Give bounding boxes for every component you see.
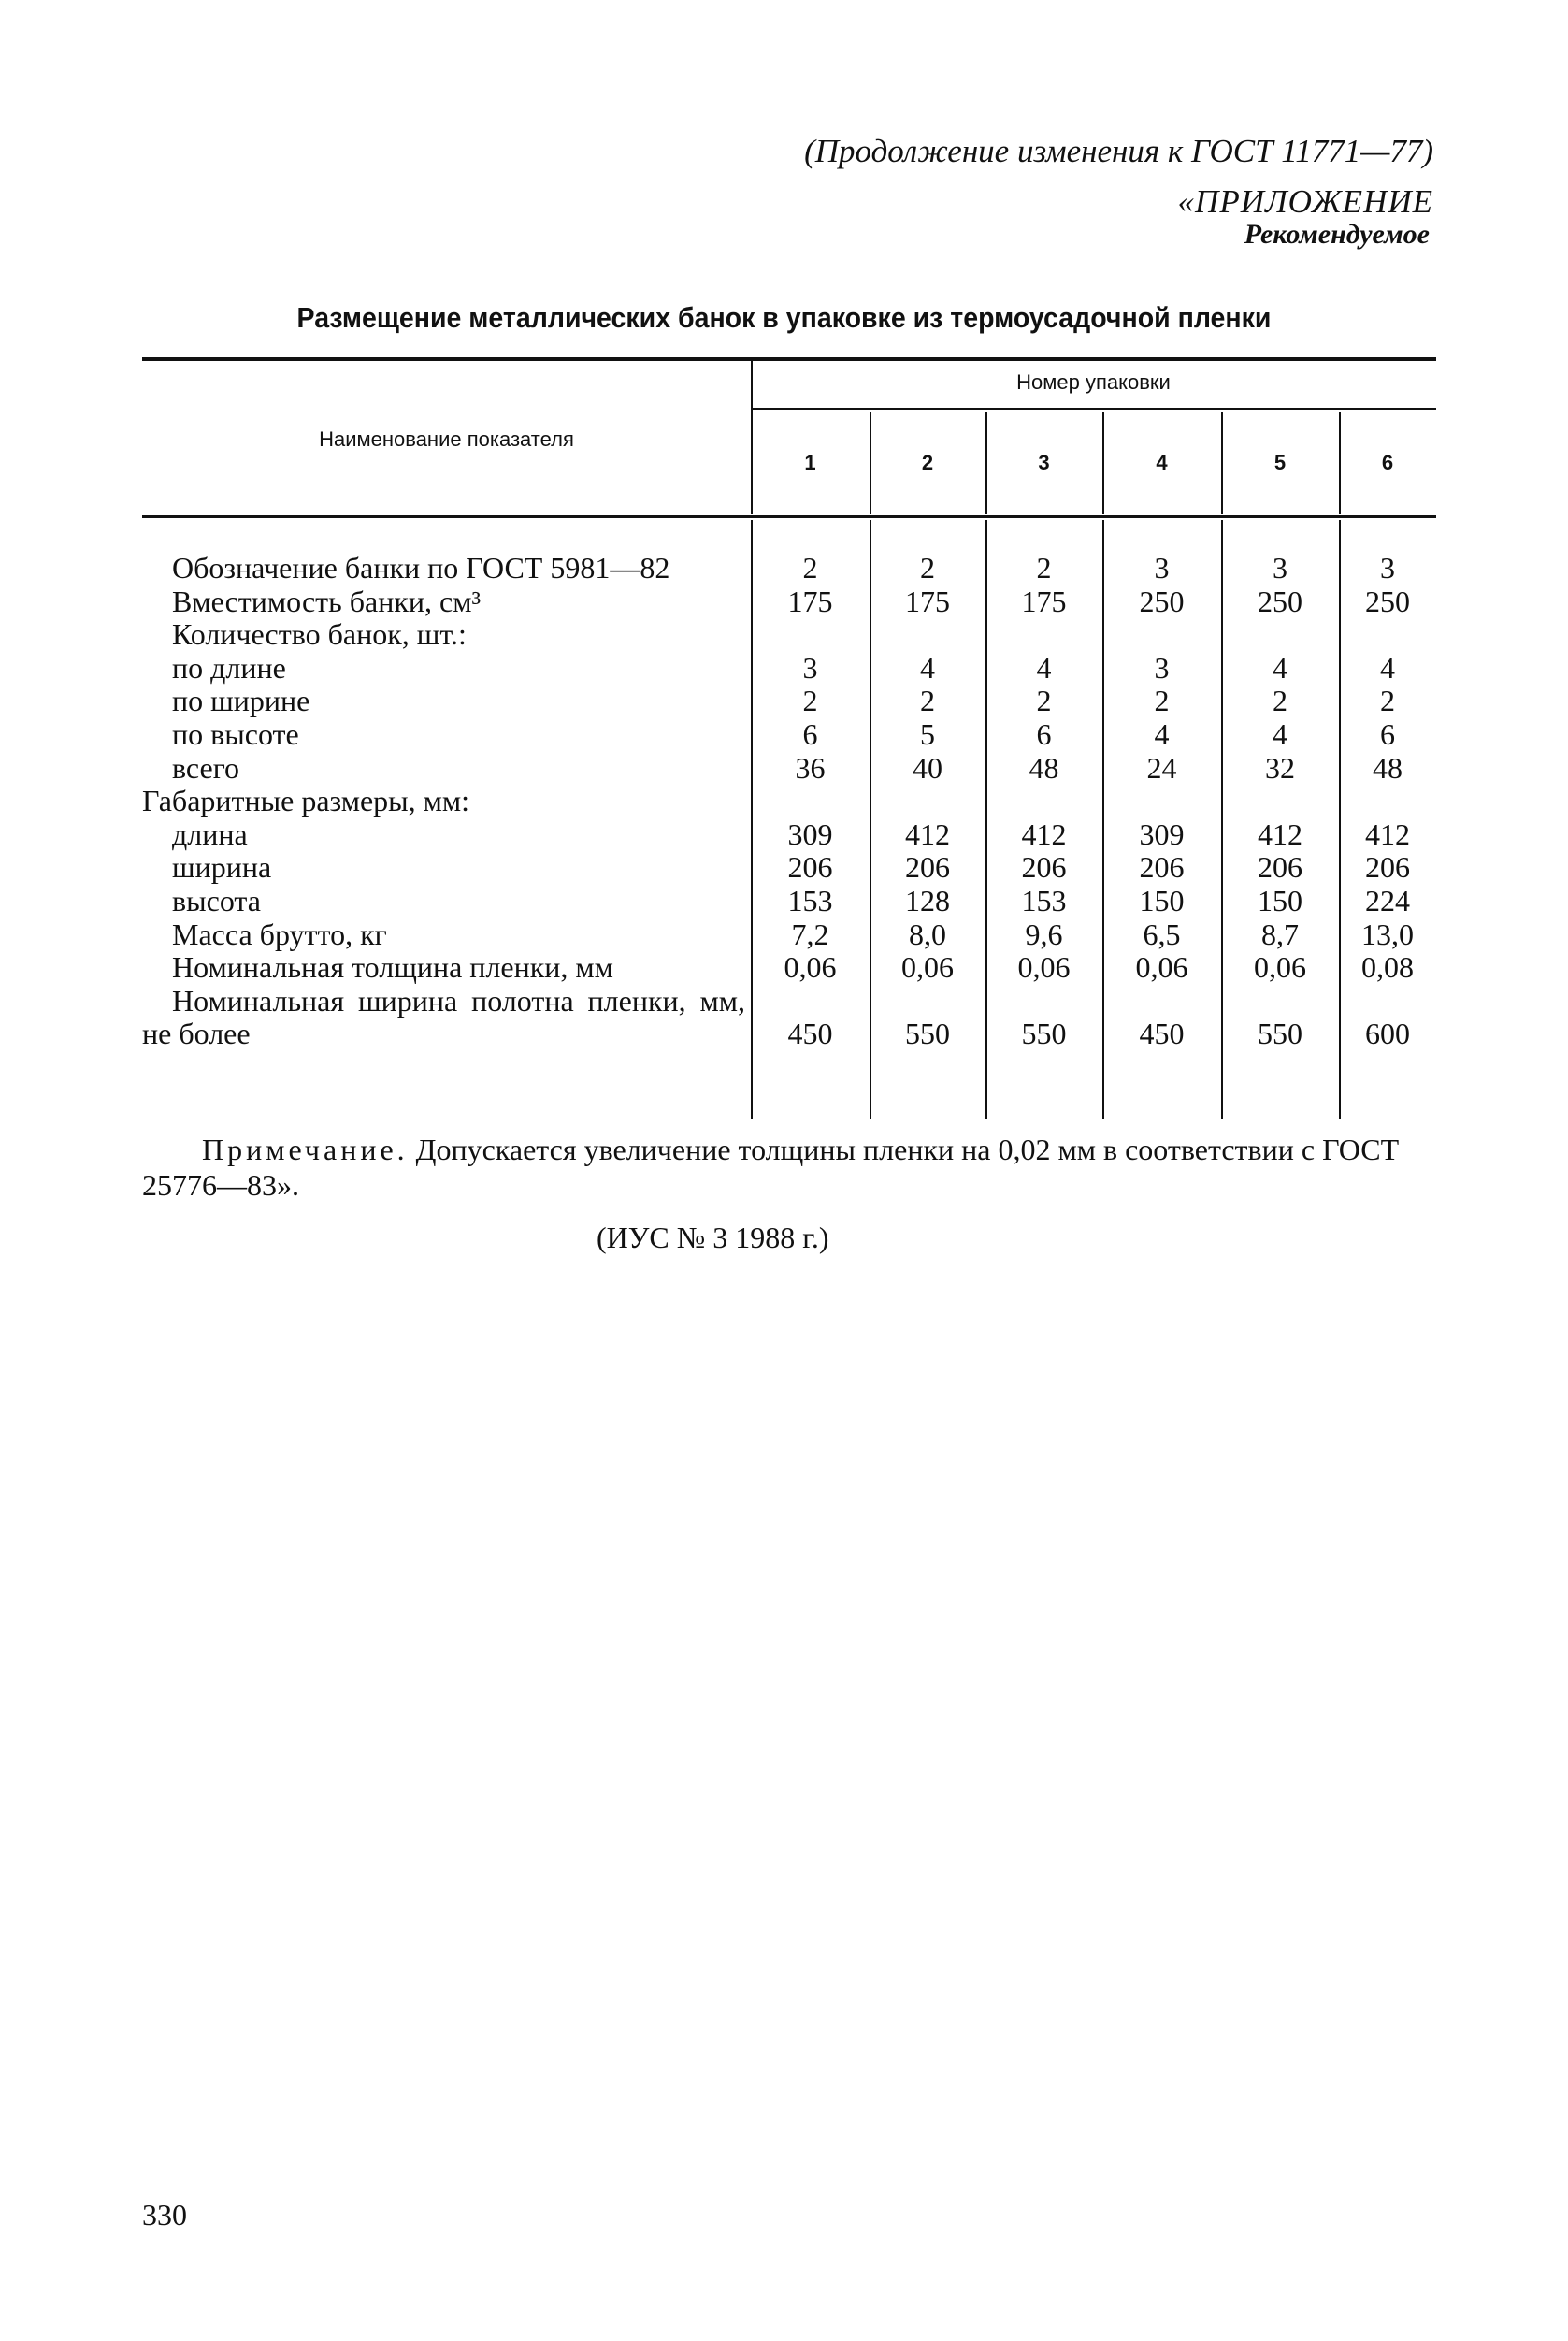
cell-value: 175 (1021, 584, 1067, 618)
cell-value: 2 (1154, 684, 1170, 718)
cell-value: 412 (1258, 816, 1302, 851)
row-label: Габаритные размеры, мм: (142, 784, 470, 818)
package-number-header: 6 (1381, 451, 1394, 474)
table-row (142, 918, 1436, 952)
cell-value: 550 (1021, 1017, 1067, 1051)
cell-value: 224 (1365, 883, 1410, 918)
table-title: Размещение металлических банок в упаковке из термоусадочной пленки (296, 301, 1272, 334)
cell-value: 4 (1154, 716, 1170, 751)
page-number: 330 (142, 2198, 187, 2232)
cell-value: 2 (1273, 684, 1287, 718)
cell-value: 309 (787, 816, 833, 851)
cell-value: 3 (1154, 650, 1170, 685)
header-column-divider (1102, 412, 1104, 514)
table-row (142, 951, 1436, 985)
header-column-divider (1221, 412, 1223, 514)
cell-value (985, 785, 1102, 818)
row-label: Количество банок, шт.: (172, 617, 467, 652)
cell-value: 250 (1258, 584, 1302, 618)
cell-value: 24 (1146, 750, 1177, 785)
column-header-indicator: Наименование показателя (319, 427, 574, 451)
cell-value: 206 (1021, 850, 1067, 885)
cell-value: 4 (1036, 650, 1052, 685)
header-column-divider (870, 412, 871, 514)
cell-value: 0,06 (784, 950, 837, 985)
row-label: Номинальная ширина полотна пленки, мм, не более (142, 983, 745, 1051)
cell-value: 412 (905, 816, 950, 851)
row-label: по ширине (172, 684, 310, 718)
package-number-header: 3 (1038, 451, 1050, 474)
cell-value: 2 (920, 551, 935, 585)
cell-value: 9,6 (1025, 917, 1063, 951)
row-label: Номинальная толщина пленки, мм (172, 950, 613, 985)
cell-value: 8,7 (1261, 917, 1299, 951)
row-label: высота (172, 883, 261, 918)
cell-value: 550 (1258, 1017, 1302, 1051)
cell-value: 0,06 (1135, 950, 1188, 985)
note-prefix: Примечание. (202, 1133, 409, 1166)
cell-value: 175 (905, 584, 950, 618)
cell-value (751, 785, 870, 818)
cell-value: 3 (1154, 551, 1170, 585)
cell-value: 2 (1036, 684, 1052, 718)
row-label: ширина (172, 850, 272, 885)
cell-value: 32 (1265, 750, 1295, 785)
table-row (142, 618, 1436, 652)
cell-value (870, 618, 985, 652)
cell-value: 8,0 (909, 917, 946, 951)
table-row (142, 552, 1436, 585)
cell-value (1221, 785, 1339, 818)
package-number-header: 1 (804, 451, 816, 474)
cell-value: 2 (802, 684, 818, 718)
cell-value: 2 (802, 551, 818, 585)
row-label: по длине (172, 650, 286, 685)
cell-value: 150 (1139, 883, 1185, 918)
cell-value: 250 (1139, 584, 1185, 618)
table-row (142, 785, 1436, 818)
cell-value: 450 (787, 1017, 833, 1051)
cell-value: 4 (920, 650, 935, 685)
cell-value (1339, 785, 1436, 818)
cell-value: 4 (1380, 650, 1395, 685)
cell-value (1221, 618, 1339, 652)
table-row (142, 585, 1436, 619)
cell-value: 3 (1273, 551, 1287, 585)
cell-value: 206 (1365, 850, 1410, 885)
cell-value: 600 (1365, 1017, 1410, 1051)
table-row (142, 885, 1436, 918)
cell-value (1102, 785, 1221, 818)
note-source: (ИУС № 3 1988 г.) (597, 1221, 829, 1254)
cell-value (1102, 618, 1221, 652)
cell-value: 0,06 (1254, 950, 1306, 985)
table-top-rule (142, 357, 1436, 361)
cell-value: 450 (1139, 1017, 1185, 1051)
cell-value: 206 (787, 850, 833, 885)
cell-value: 2 (1380, 684, 1395, 718)
header-column-divider (751, 357, 753, 514)
cell-value: 0,06 (1017, 950, 1071, 985)
cell-value: 6 (1380, 716, 1395, 751)
table-row (142, 718, 1436, 752)
cell-value: 128 (905, 883, 950, 918)
column-header-package-number: Номер упаковки (1016, 370, 1171, 394)
cell-value: 4 (1273, 650, 1287, 685)
cell-value: 6 (802, 716, 818, 751)
row-label: Обозначение банки по ГОСТ 5981—82 (172, 551, 670, 585)
table-note (142, 1132, 1436, 1203)
cell-value (751, 618, 870, 652)
row-label: Масса брутто, кг (172, 917, 387, 951)
cell-value: 250 (1365, 584, 1410, 618)
note-text: Допускается увеличение толщины пленки на 0,02 мм в соответствии с ГОСТ 25776—83». (142, 1133, 1400, 1202)
cell-value: 4 (1273, 716, 1287, 751)
cell-value: 0,08 (1361, 950, 1414, 985)
cell-value: 206 (1258, 850, 1302, 885)
cell-value: 153 (787, 883, 833, 918)
cell-value: 2 (920, 684, 935, 718)
cell-value: 309 (1139, 816, 1185, 851)
cell-value: 2 (1036, 551, 1052, 585)
cell-value: 7,2 (791, 917, 829, 951)
cell-value (870, 785, 985, 818)
cell-value: 0,06 (901, 950, 954, 985)
cell-value (1339, 618, 1436, 652)
cell-value: 48 (1029, 750, 1059, 785)
cell-value: 550 (905, 1017, 950, 1051)
package-number-header: 2 (921, 451, 934, 474)
row-label: по высоте (172, 716, 299, 751)
package-number-header: 5 (1273, 451, 1287, 474)
cell-value (985, 618, 1102, 652)
cell-value: 48 (1373, 750, 1403, 785)
cell-value: 3 (1380, 551, 1395, 585)
cell-value: 36 (795, 750, 826, 785)
cell-value: 175 (787, 584, 833, 618)
cell-value: 6,5 (1143, 917, 1181, 951)
header-column-divider (1339, 412, 1341, 514)
table-row (142, 851, 1436, 885)
cell-value: 40 (913, 750, 942, 785)
table-body (142, 552, 1436, 1051)
continuation-header: (Продолжение изменения к ГОСТ 11771—77) (804, 133, 1433, 169)
cell-value: 206 (1139, 850, 1185, 885)
table-row (142, 752, 1436, 786)
table-row (142, 652, 1436, 686)
package-number-header: 4 (1156, 451, 1168, 474)
cell-value: 3 (802, 650, 818, 685)
cell-value: 6 (1036, 716, 1052, 751)
table-row (142, 685, 1436, 718)
header-bottom-rule (142, 515, 1436, 518)
cell-value: 412 (1021, 816, 1067, 851)
cell-value: 206 (905, 850, 950, 885)
cell-value: 153 (1021, 883, 1067, 918)
row-label: всего (172, 750, 240, 785)
table-row (142, 818, 1436, 852)
appendix-status: Рекомендуемое (1244, 219, 1430, 250)
row-label: Вместимость банки, см³ (172, 584, 482, 618)
cell-value: 150 (1258, 883, 1302, 918)
cell-value: 5 (920, 716, 935, 751)
group-header-rule (751, 408, 1436, 410)
appendix-label: «ПРИЛОЖЕНИЕ (1177, 183, 1433, 220)
row-label: длина (172, 816, 248, 851)
cell-value: 13,0 (1361, 917, 1414, 951)
header-column-divider (985, 412, 987, 514)
cell-value: 412 (1365, 816, 1410, 851)
table-row (142, 985, 1436, 1051)
